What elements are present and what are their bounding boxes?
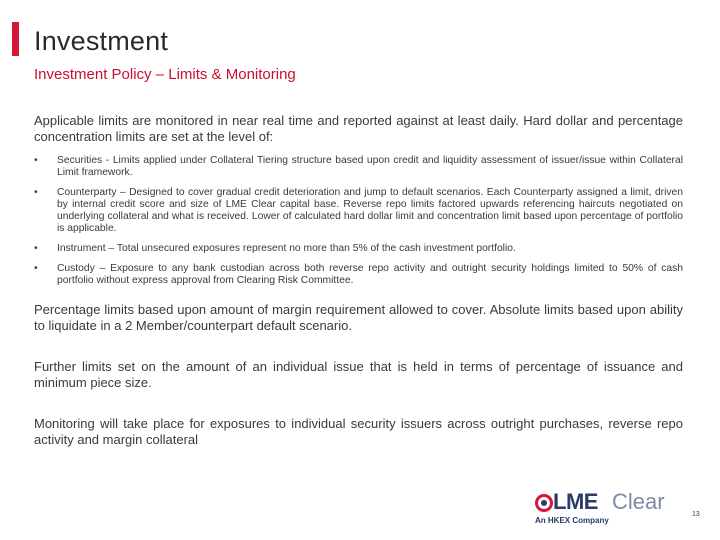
bullet-marker: •	[34, 243, 38, 254]
bullet-text: Securities - Limits applied under Collateral Tiering structure based upon credit and liquidity assessment of issuer/issue within Collateral Limit framework.	[57, 155, 683, 178]
monitoring-paragraph: Monitoring will take place for exposures to individual security issuers across outright purchases, reverse repo activity and margin collateral	[34, 416, 683, 447]
lme-clear-logo	[531, 488, 671, 528]
bullet-text: Instrument – Total unsecured exposures represent no more than 5% of the cash investment portfolio.	[57, 243, 516, 254]
list-item	[34, 155, 683, 179]
page-subtitle: Investment Policy – Limits & Monitoring	[34, 66, 296, 83]
bullet-marker: •	[34, 187, 38, 198]
bullet-text: Custody – Exposure to any bank custodian across both reverse repo activity and outright security holdings limited to 50% of cash portfolio without express approval from Clearing Risk Committee.	[57, 263, 683, 286]
slide-content	[34, 113, 683, 448]
intro-paragraph: Applicable limits are monitored in near real time and reported against at least daily. Hard dollar and percentage concentration limits are set at the level of:	[34, 113, 683, 144]
margin-limits-paragraph: Percentage limits based upon amount of margin requirement allowed to cover. Absolute limits based upon ability to liquidate in a 2 Member/counterpart default scenario.	[34, 302, 683, 333]
page-number: 13	[692, 511, 700, 518]
logo-tagline: An HKEX Company	[535, 516, 609, 525]
bullet-text: Counterparty – Designed to cover gradual credit deterioration and jump to default scenarios. Each Counterparty assigned a limit, driven by internal credit score and size of LME Clear capital base. Reverse repo limits factored upwards referencing haircuts negotiated on underlying collateral and what is received. Lower of calculated hard dollar limit and concentration limit based upon percentage of portfolio is applicable.	[57, 187, 683, 234]
limit-levels-list	[34, 155, 683, 287]
issue-limits-paragraph: Further limits set on the amount of an individual issue that is held in terms of percentage of issuance and minimum piece size.	[34, 359, 683, 390]
page-title: Investment	[34, 26, 169, 56]
logo-lme-text: LME	[553, 489, 598, 514]
title-accent-bar	[12, 22, 19, 56]
bullet-marker: •	[34, 155, 38, 166]
list-item	[34, 243, 683, 255]
logo-clear-text: Clear	[612, 489, 665, 514]
bullet-marker: •	[34, 263, 38, 274]
list-item	[34, 263, 683, 287]
list-item	[34, 187, 683, 235]
lme-ring-icon	[535, 494, 553, 512]
